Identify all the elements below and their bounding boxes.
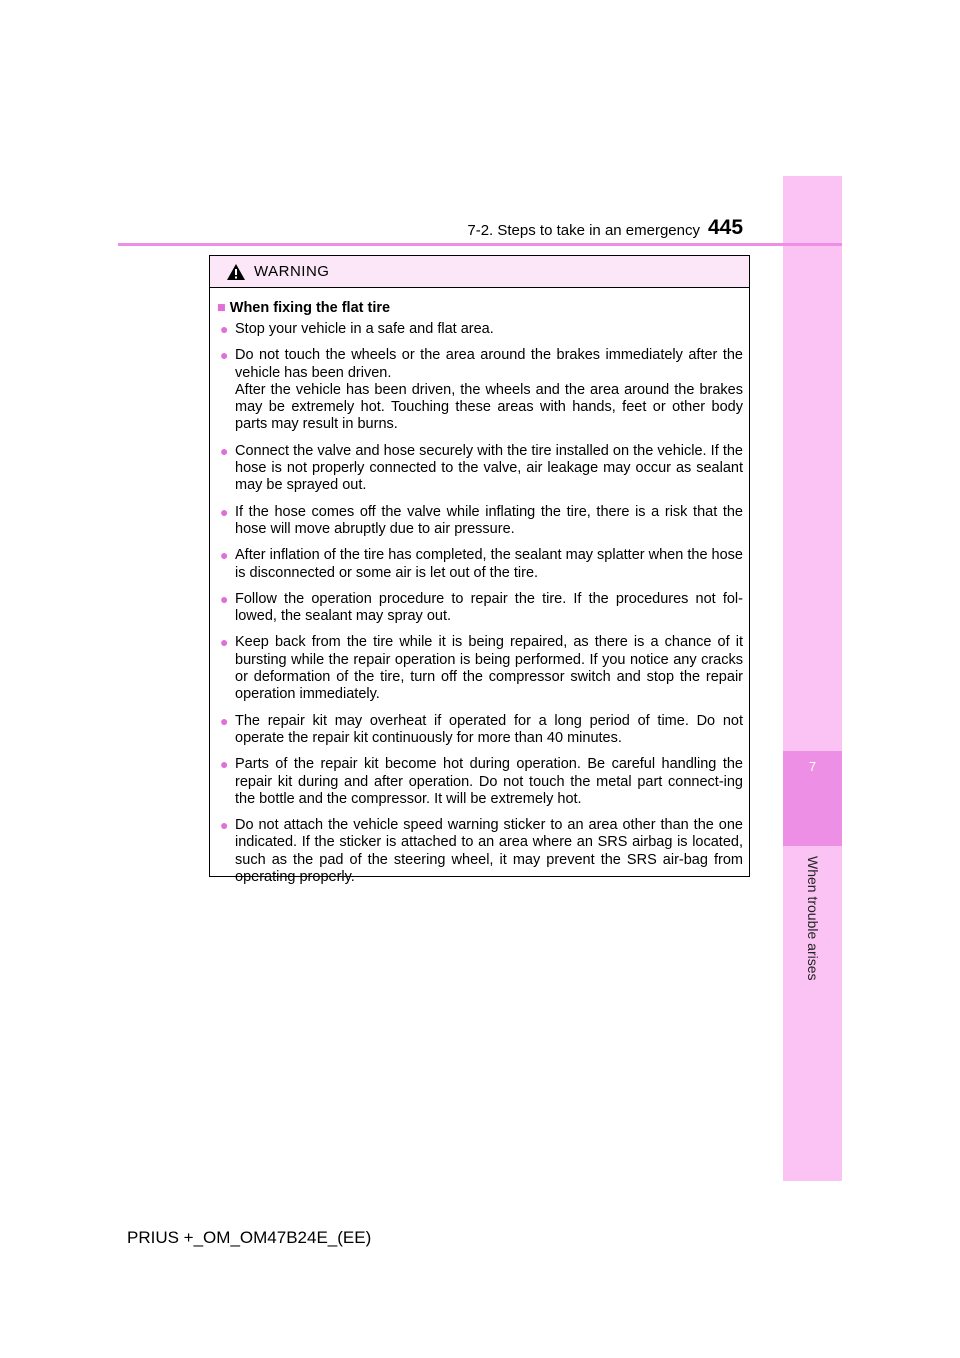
bullet-icon: ● — [220, 712, 229, 729]
page-number: 445 — [708, 216, 744, 239]
bullet-icon: ● — [220, 634, 229, 651]
bullet-icon: ● — [220, 590, 229, 607]
warning-label: WARNING — [254, 263, 330, 280]
bullet-icon: ● — [220, 442, 229, 459]
warning-box — [209, 255, 750, 886]
warning-list-item-text: After inflation of the tire has completed, the sealant may splatter when the hose is disconnected or some air is let out of the tire. — [235, 547, 743, 581]
warning-section-title — [217, 300, 743, 316]
warning-list-item-text: Connect the valve and hose securely with the tire installed on the vehicle. If the hose is not properly connected to the valve, air leakage may occur as sealant may be sprayed out. — [235, 442, 743, 494]
warning-list-item-text: Do not attach the vehicle speed warning sticker to an area other than the one indicated. If the sticker is attached to an area where an SRS airbag is located, such as the pad of the steering wheel, it may prevent the SRS air-bag from operating properly. — [235, 817, 743, 886]
warning-list-item — [217, 504, 743, 539]
warning-list-item-text: The repair kit may overheat if operated for a long period of time. Do not operate the repair kit continuously for more than 40 minutes. — [235, 712, 743, 746]
warning-body — [210, 288, 749, 886]
warning-list-item — [217, 756, 743, 808]
warning-list-item — [217, 713, 743, 748]
warning-list-item — [217, 547, 743, 582]
bullet-icon: ● — [220, 347, 229, 364]
bullet-icon: ● — [220, 503, 229, 520]
bullet-icon: ● — [220, 756, 229, 773]
document-code: PRIUS +_OM_OM47B24E_(EE) — [127, 1228, 372, 1247]
warning-list-item-text: Keep back from the tire while it is being repaired, as there is a chance of it bursting while the repair operation is being performed. If you notice any cracks or deformation of the tire, turn off the compressor switch and stop the repair operation immediately. — [235, 634, 743, 703]
bullet-icon: ● — [220, 321, 229, 337]
section-heading: 7-2. Steps to take in an emergency — [467, 222, 700, 239]
chapter-number: 7 — [783, 751, 842, 846]
chapter-title: When trouble arises — [804, 856, 821, 981]
chapter-title-container — [783, 856, 842, 1156]
chapter-side-tab — [783, 176, 842, 1181]
warning-list-item-text: If the hose comes off the valve while inflating the tire, there is a risk that the hose will move abruptly due to air pressure. — [235, 503, 743, 537]
header-divider — [118, 243, 842, 246]
warning-list-item-text: Follow the operation procedure to repair the tire. If the procedures not fol-lowed, the sealant may spray out. — [235, 590, 743, 625]
warning-list-item-text: Stop your vehicle in a safe and flat area. — [235, 321, 494, 337]
warning-list-item — [217, 817, 743, 886]
warning-triangle-icon — [226, 263, 246, 281]
warning-list-item — [217, 321, 743, 338]
warning-header — [210, 256, 749, 288]
warning-list-item-text: Parts of the repair kit become hot during operation. Be careful handling the repair kit during and after operation. Do not touch the metal part connect-ing the bottle and the compressor. It will be extremely hot. — [235, 756, 743, 807]
warning-list-item — [217, 634, 743, 703]
warning-list-item — [217, 347, 743, 433]
bullet-icon: ● — [220, 547, 229, 564]
warning-section-title-text: When fixing the flat tire — [229, 300, 391, 316]
warning-list-item-text: Do not touch the wheels or the area around the brakes immediately after the vehicle has been driven. After the vehicle has been driven, the wheels and the area around the brakes may be extremely hot. Touching these areas with hands, feet or other body parts may result in burns. — [235, 347, 743, 433]
warning-list-item — [217, 591, 743, 626]
warning-list — [217, 321, 743, 886]
square-bullet-icon: ■ — [217, 300, 226, 316]
warning-list-item — [217, 443, 743, 495]
bullet-icon: ● — [220, 817, 229, 834]
